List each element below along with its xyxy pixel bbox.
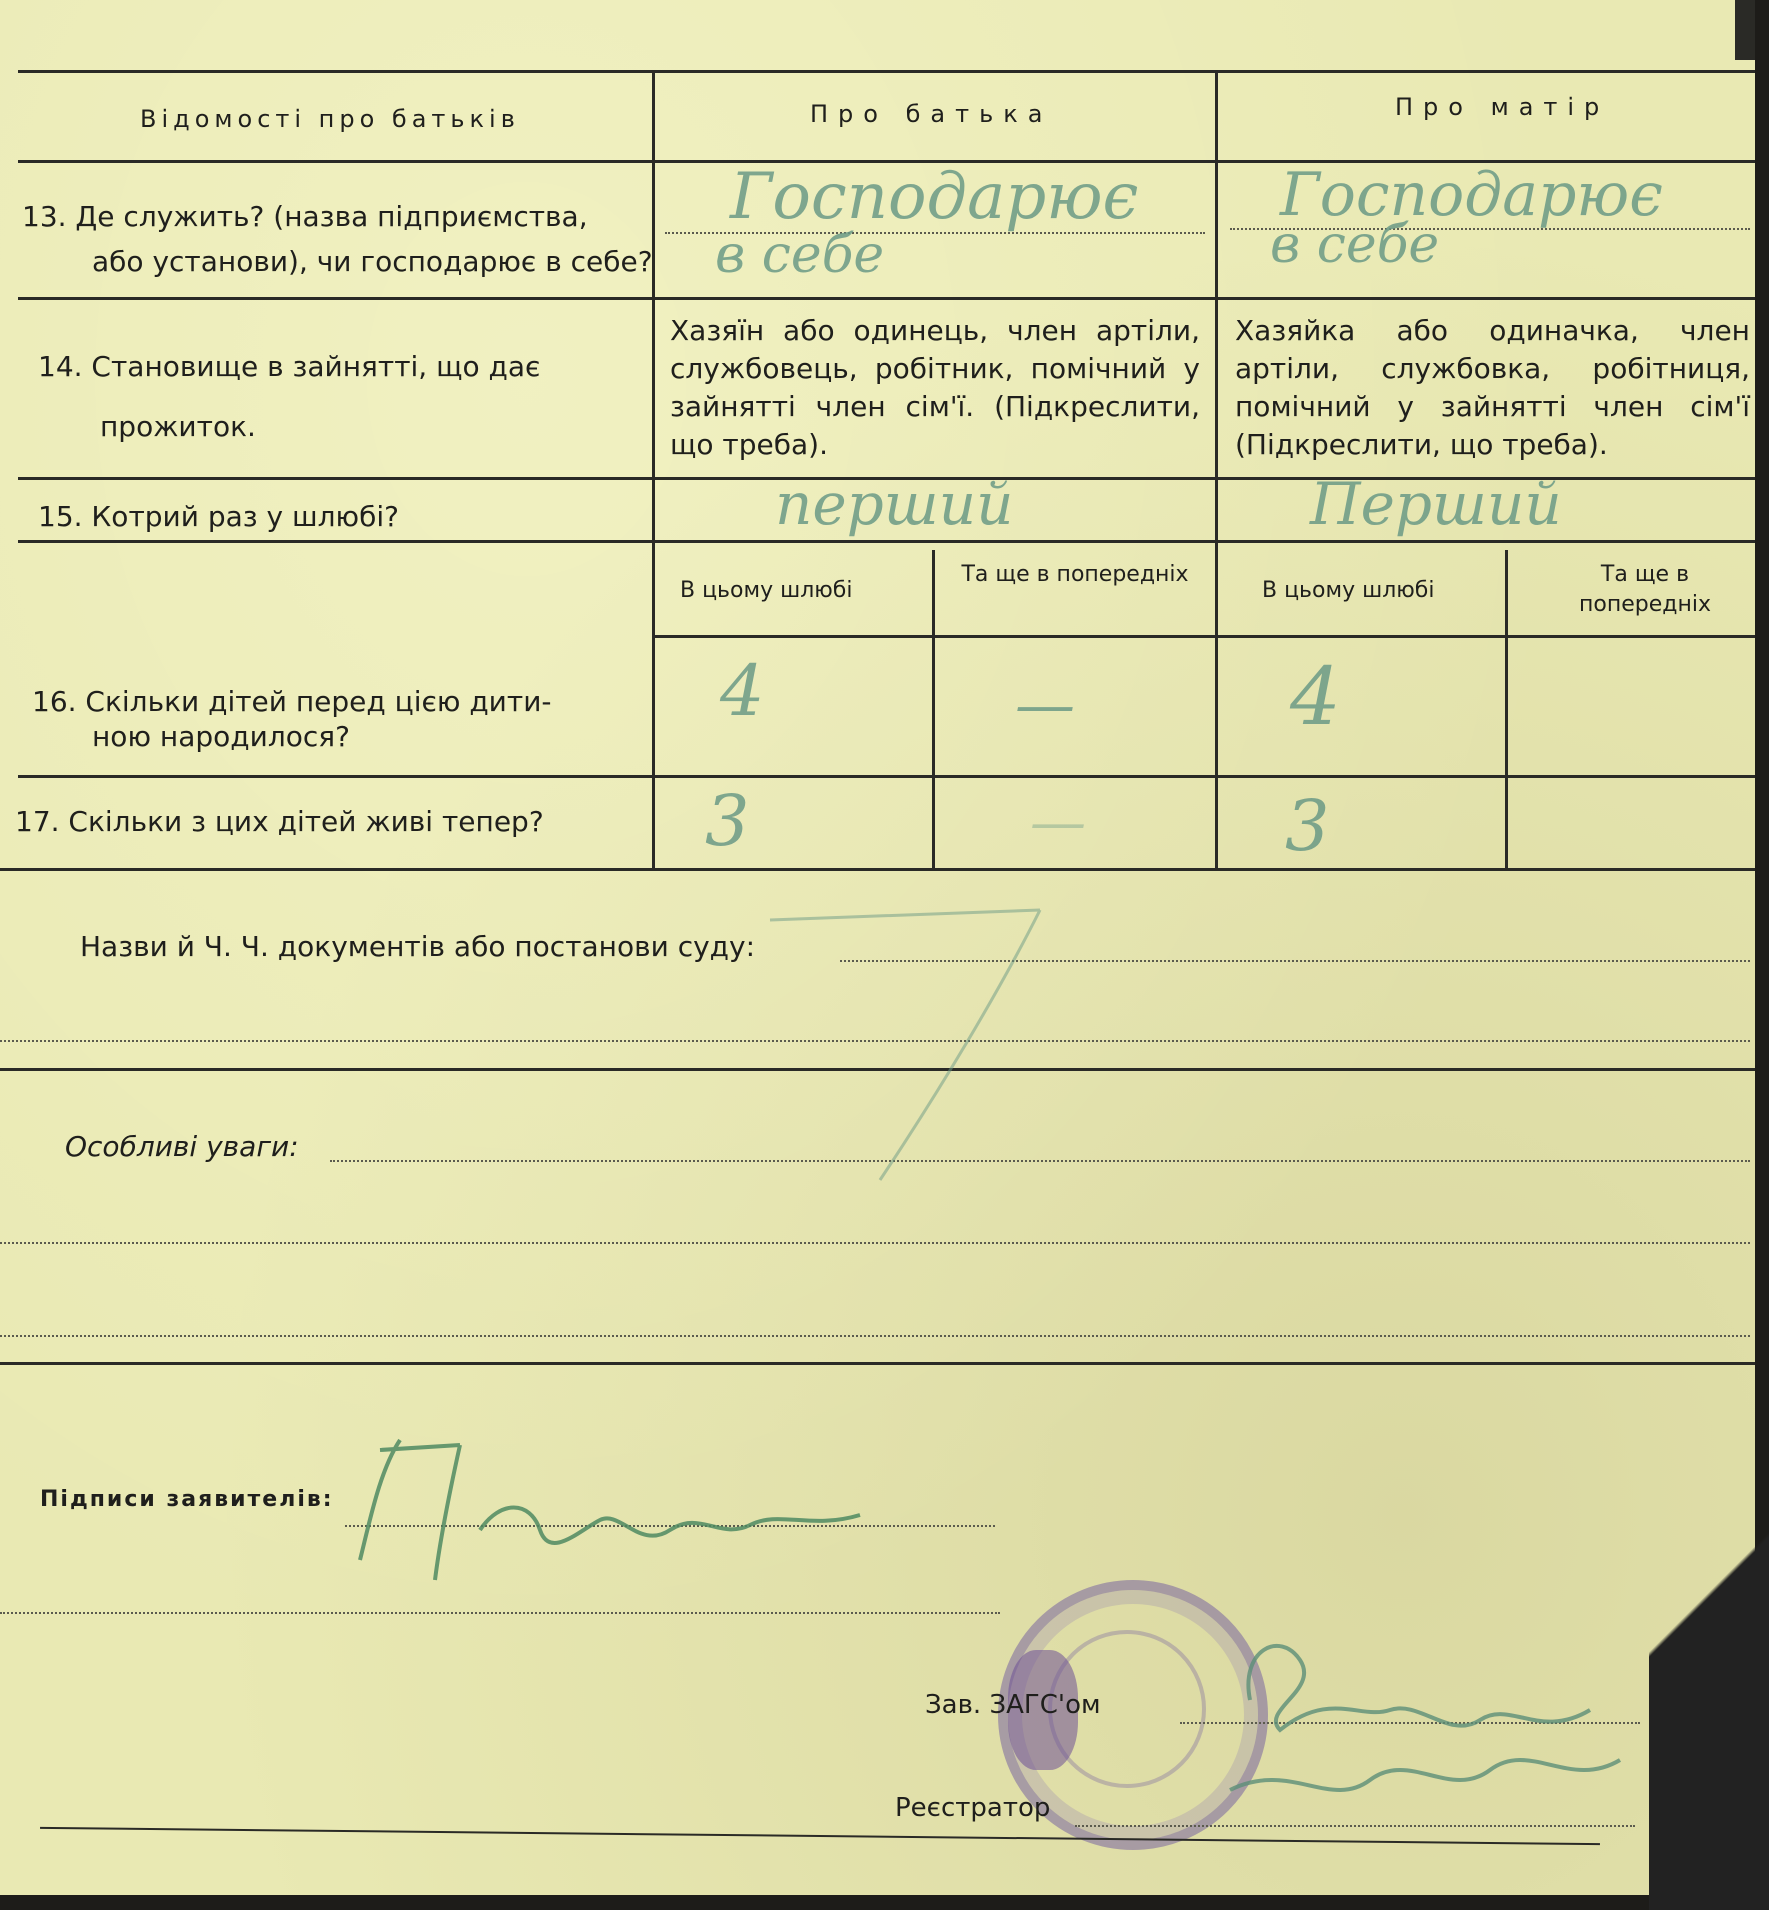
q16-mother-sub-prev: Та ще в попередніх (1579, 562, 1711, 617)
q14-label-line1: 14. Становище в зайнятті, що дає (38, 350, 541, 383)
signatures-label: Підписи заявителів: (40, 1487, 334, 1512)
signatures-line-2 (0, 1612, 1000, 1614)
q16-label-line1: 16. Скільки дітей перед цією дити- (32, 685, 552, 718)
q14-mother-options: Хазяйка або одиначка, член артіли, службовка, робітниця, помічний у зайнятті член сім'ї (Підкреслити, що треба). (1235, 314, 1750, 461)
q16-label-line2: ною народилося? (92, 720, 350, 753)
q14-label-line2: прожиток. (100, 410, 256, 443)
q17-mother-this-answer: 3 (1285, 785, 1330, 867)
q13-label-line2: або установи), чи господарює в себе? (92, 245, 653, 278)
q16-bottom-border (18, 775, 1755, 778)
q16-mother-this-answer: 4 (1290, 650, 1341, 743)
header-info: Відомості про батьків (140, 105, 520, 133)
remarks-line-3 (0, 1335, 1750, 1337)
header-father: Про батька (810, 100, 1053, 128)
documents-dash-mark (760, 900, 1080, 1200)
head-signature (1170, 1610, 1650, 1840)
q15-label: 15. Котрий раз у шлюбі? (38, 500, 400, 533)
table-bottom-border (0, 868, 1755, 871)
col-divider-2 (1215, 70, 1218, 870)
q16-father-sub-prev: Та ще в попередніх (961, 562, 1189, 587)
header-mother: Про матір (1395, 93, 1610, 121)
q16-mother-sub-this: В цьому шлюбі (1262, 578, 1435, 603)
q17-father-this-answer: 3 (705, 780, 750, 862)
q14-father-options: Хазяїн або одинець, член артіли, службовець, робітник, помічний у зайнятті член сім'ї. (Підкреслити, що треба). (670, 314, 1200, 461)
page-edge-top-right (1735, 0, 1755, 60)
remarks-bottom-border (0, 1362, 1755, 1365)
q13-mother-answer-2: в себе (1270, 215, 1440, 275)
q13-father-answer-1: Господарює (730, 160, 1139, 234)
q16-father-sub-this: В цьому шлюбі (680, 578, 853, 603)
table-top-border (18, 70, 1755, 73)
applicant-signature (340, 1410, 900, 1600)
documents-label: Назви й Ч. Ч. документів або постанови суду: (80, 930, 756, 963)
q15-father-answer: перший (775, 470, 1014, 538)
remarks-line-2 (0, 1242, 1750, 1244)
subcol-divider-father (932, 550, 935, 870)
q13-mother-answer-1: Господарює (1280, 160, 1663, 230)
q15-mother-answer: Перший (1310, 470, 1562, 538)
col-divider-1 (652, 70, 655, 870)
q16-father-prev-answer: — (1015, 670, 1075, 740)
q13-label-line1: 13. Де служить? (назва підприємства, (22, 200, 588, 233)
subcol-divider-mother (1505, 550, 1508, 870)
q13-father-answer-2: в себе (715, 225, 885, 285)
q16-subheader-border (655, 635, 1755, 638)
q16-father-this-answer: 4 (720, 650, 765, 732)
q15-bottom-border (18, 540, 1755, 543)
q17-father-prev-answer: — (1030, 790, 1086, 855)
page-edge-bottom-right (1649, 1490, 1769, 1910)
q13-bottom-border (18, 297, 1755, 300)
q17-label: 17. Скільки з цих дітей живі тепер? (15, 805, 544, 838)
head-label: Зав. ЗАГС'ом (925, 1690, 1101, 1720)
remarks-label: Особливі уваги: (65, 1130, 299, 1163)
registrar-label: Реєстратор (895, 1793, 1051, 1823)
